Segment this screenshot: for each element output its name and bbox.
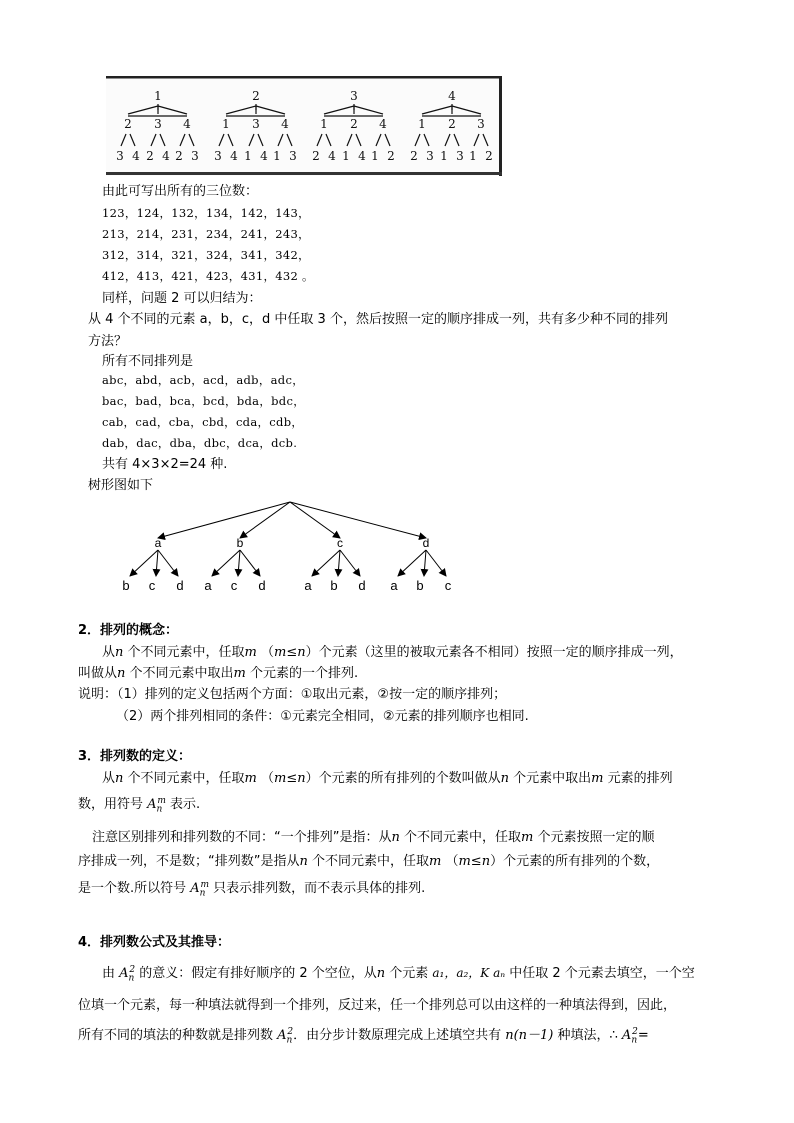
tree-mid-letter: c <box>337 536 343 550</box>
tree-root-number: 1 <box>154 89 162 103</box>
tree-arrow <box>338 550 340 576</box>
tree-mid-letter: b <box>236 536 244 550</box>
tree-mid-number: 2 <box>448 117 456 131</box>
paragraph-intro: 由此可写出所有的三位数： <box>102 184 259 199</box>
paragraph-likewise: 同样，问题 2 可以归结为： <box>102 291 262 306</box>
paragraph-all-perms: 所有不同排列是 <box>102 354 194 369</box>
tree-leaf-number: 4 <box>162 149 170 163</box>
tree-mid-number: 1 <box>222 117 230 131</box>
tree-leaf-letter: b <box>330 578 338 593</box>
tree-leaf-number: 4 <box>358 149 366 163</box>
tree-leaf-letter: c <box>444 578 452 593</box>
tree-mid-number: 1 <box>320 117 328 131</box>
section-3-line-4: 序排成一列，不是数；“排列数”是指从n 个不同元素中，任取m （m≤n）个元素的所有排列的个数， <box>78 854 660 869</box>
number-line: 213，214，231，234，241，243， <box>102 227 310 241</box>
tree-leaf-number: 1 <box>371 149 379 163</box>
tree-arrow <box>426 550 446 576</box>
tree-arrow <box>212 550 240 576</box>
section-4-line-3: 所有不同的填法的种数就是排列数 $A_n^2$．由分步计数原理完成上述填空共有 n(n－1) 种填法，∴ $A_n^2=$ <box>78 1026 649 1046</box>
tree-arrow <box>130 550 158 576</box>
tree-leaf-number: 3 <box>456 149 464 163</box>
tree-mid-number: 4 <box>183 117 191 131</box>
tree-arrow <box>424 550 426 576</box>
tree-leaf-number: 4 <box>230 149 238 163</box>
section-4-line-2: 位填一个元素，每一种填法就得到一个排列，反过来，任一个排列总可以由这样的一种填法得到，因此， <box>78 998 677 1013</box>
section-3-line-3: 注意区别排列和排列数的不同：“一个排列”是指：从n 个不同元素中，任取m 个元素按照一定的顺 <box>92 830 655 845</box>
tree-mid-letter: a <box>154 536 162 550</box>
tree-mid-number: 3 <box>477 117 485 131</box>
tree-mid-number: 4 <box>379 117 387 131</box>
section-3-line-1: 从n 个不同元素中，任取m （m≤n）个元素的所有排列的个数叫做从n 个元素中取出m 元素的排列 <box>102 771 673 786</box>
tree-root-number: 4 <box>448 89 456 103</box>
number-line: 123，124，132，134，142，143， <box>102 206 310 220</box>
tree-leaf-number: 4 <box>328 149 336 163</box>
tree-mid-number: 3 <box>154 117 162 131</box>
section-4-title: 4．排列数公式及其推导： <box>78 935 231 950</box>
tree-arrow <box>240 502 290 538</box>
tree-leaf-letter: d <box>358 578 366 593</box>
tree-leaf-letter: a <box>304 578 312 593</box>
paragraph-total: 共有 4×3×2=24 种. <box>102 457 228 472</box>
perm-line: dab，dac，dba，dbc，dca，dcb. <box>102 436 298 450</box>
number-line: 412，413，421，423，431，432 。 <box>102 269 314 283</box>
perm-line: cab，cad，cba，cbd，cda，cdb， <box>102 415 304 429</box>
tree-leaf-number: 4 <box>132 149 140 163</box>
tree-arrow <box>290 502 426 538</box>
tree-leaf-letter: d <box>258 578 266 593</box>
tree-root-number: 2 <box>252 89 260 103</box>
section-3-line-5: 是一个数.所以符号 $A_n^m$ 只表示排列数，而不表示具体的排列. <box>78 879 426 899</box>
tree-mid-number: 1 <box>418 117 426 131</box>
section-2-line-1: 从n 个不同元素中，任取m （m≤n）个元素（这里的被取元素各不相同）按照一定的顺序排成一列， <box>102 645 683 660</box>
tree-diagram-image <box>106 76 502 176</box>
tree-arrow <box>158 550 178 576</box>
section-2-note-1: 说明：（1）排列的定义包括两个方面：①取出元素，②按一定的顺序排列； <box>78 687 507 702</box>
section-3-line-2: 数，用符号 $A_n^m$ 表示. <box>78 795 201 815</box>
tree-leaf-number: 2 <box>410 149 418 163</box>
number-line: 312，314，321，324，341，342， <box>102 248 310 262</box>
tree-leaf-number: 3 <box>426 149 434 163</box>
tree-arrow <box>398 550 426 576</box>
tree-leaf-number: 3 <box>116 149 124 163</box>
tree-leaf-number: 2 <box>146 149 154 163</box>
tree-leaf-letter: c <box>148 578 156 593</box>
question-line-1: 从 4 个不同的元素 a，b，c，d 中任取 3 个，然后按照一定的顺序排成一列，共有多少种不同的排列 <box>88 312 668 327</box>
tree-leaf-number: 3 <box>214 149 222 163</box>
tree-arrow <box>340 550 360 576</box>
tree-leaf-number: 2 <box>312 149 320 163</box>
tree-arrow <box>290 502 340 538</box>
tree-leaf-number: 1 <box>273 149 281 163</box>
section-2-line-2: 叫做从n 个不同元素中取出m 个元素的一个排列. <box>78 666 359 681</box>
section-4-line-1: 由 $A_n^2$ 的意义：假定有排好顺序的 2 个空位，从n 个元素 a₁，a₂，K aₙ 中任取 2 个元素去填空，一个空 <box>102 964 695 984</box>
tree-arrow <box>238 550 240 576</box>
tree-leaf-number: 1 <box>342 149 350 163</box>
tree-leaf-letter: b <box>416 578 424 593</box>
tree-arrow <box>240 550 260 576</box>
tree-mid-number: 2 <box>124 117 132 131</box>
section-2-note-2: （2）两个排列相同的条件：①元素完全相同，②元素的排列顺序也相同. <box>116 709 529 724</box>
tree-leaf-letter: b <box>122 578 130 593</box>
tree-leaf-number: 1 <box>440 149 448 163</box>
tree-leaf-number: 3 <box>191 149 199 163</box>
tree-leaf-number: 2 <box>387 149 395 163</box>
tree-leaf-number: 2 <box>485 149 493 163</box>
section-2-title: 2．排列的概念： <box>78 623 179 638</box>
tree-leaf-letter: d <box>176 578 184 593</box>
tree-root-number: 3 <box>350 89 358 103</box>
tree-arrow <box>156 550 158 576</box>
tree-arrow <box>158 502 290 538</box>
question-line-2: 方法？ <box>88 334 128 349</box>
tree-mid-number: 3 <box>252 117 260 131</box>
section-3-title: 3．排列数的定义： <box>78 749 192 764</box>
tree-mid-number: 4 <box>281 117 289 131</box>
perm-line: abc，abd，acb，acd，adb，adc， <box>102 373 304 387</box>
tree-mid-letter: d <box>422 536 430 550</box>
tree-leaf-number: 4 <box>260 149 268 163</box>
tree-leaf-number: 1 <box>244 149 252 163</box>
tree-leaf-letter: a <box>204 578 212 593</box>
tree-leaf-letter: a <box>390 578 398 593</box>
paragraph-tree-label: 树形图如下 <box>88 478 154 493</box>
tree-leaf-number: 1 <box>469 149 477 163</box>
tree-mid-number: 2 <box>350 117 358 131</box>
tree-leaf-number: 3 <box>289 149 297 163</box>
permutation-tree-diagram <box>100 496 480 596</box>
tree-leaf-number: 2 <box>175 149 183 163</box>
tree-leaf-letter: c <box>230 578 238 593</box>
tree-arrow <box>312 550 340 576</box>
perm-line: bac，bad，bca，bcd，bda，bdc， <box>102 394 306 408</box>
